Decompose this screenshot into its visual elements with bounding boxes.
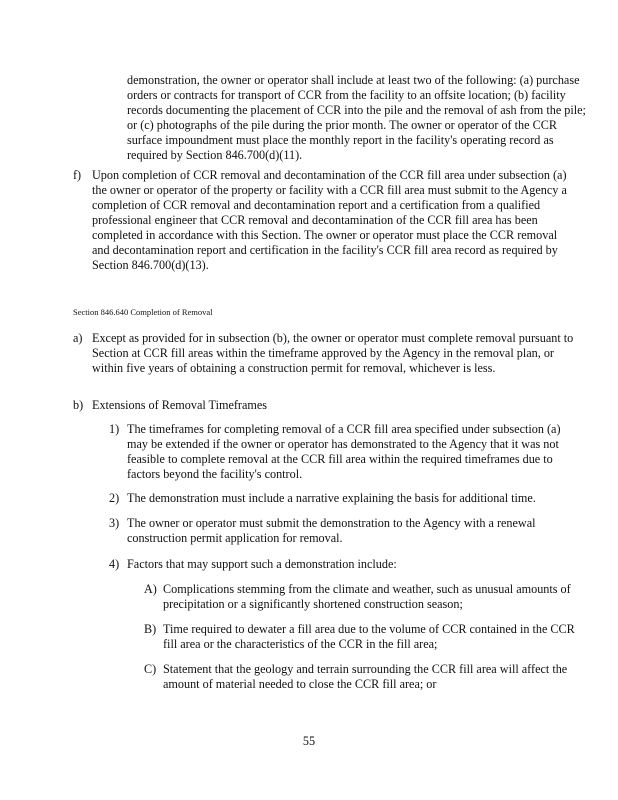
sub-1-text: The timeframes for completing removal of a CCR fill area specified under subsection (a) may be extended if the owner or operator has demonstrated to the Agency that it was not feasible to complete removal at the CCR fill area within the required timeframes due to factors beyond the facility's control. bbox=[127, 422, 561, 481]
sub-C-text: Statement that the geology and terrain surrounding the CCR fill area will affect the amount of material needed to close the CCR fill area; or bbox=[163, 662, 568, 691]
intro-paragraph: demonstration, the owner or operator shall include at least two of the following: (a) purchase orders or contracts for transport of CCR from the facility to an offsite location; (b) facility records documenting the placement of CCR into the pile and the removal of ash from the pile; or (c) photographs of the pile during the prior month. The owner or operator of the CCR surface impoundment must place the monthly report in the facility's operating record as required by Section 846.700(d)(11). bbox=[127, 73, 586, 162]
sub-3-text: The owner or operator must submit the demonstration to the Agency with a renewal construction permit application for removal. bbox=[127, 516, 536, 545]
sub-2-label: 2) bbox=[109, 491, 120, 505]
sub-4-text: Factors that may support such a demonstration include: bbox=[127, 557, 397, 571]
sub-1-label: 1) bbox=[109, 422, 120, 436]
item-f-label: f) bbox=[73, 168, 82, 182]
sub-B-label: B) bbox=[144, 622, 157, 636]
page-number: 55 bbox=[302, 734, 316, 748]
sub-3-label: 3) bbox=[109, 516, 120, 530]
item-a-label: a) bbox=[73, 331, 83, 345]
item-b-label: b) bbox=[73, 398, 84, 412]
sub-A-text: Complications stemming from the climate and weather, such as unusual amounts of precipitation or a significantly shortened construction season; bbox=[163, 582, 571, 611]
sub-4-label: 4) bbox=[109, 557, 120, 571]
sub-2-text: The demonstration must include a narrative explaining the basis for additional time. bbox=[127, 491, 536, 505]
sub-C-label: C) bbox=[144, 662, 157, 676]
item-a-text: Except as provided for in subsection (b), the owner or operator must complete removal pursuant to Section at CCR fill areas within the timeframe approved by the Agency in the removal plan, or within five years of obtaining a construction permit for removal, whichever is less. bbox=[92, 331, 574, 375]
sub-B-text: Time required to dewater a fill area due to the volume of CCR contained in the CCR fill area or the characteristics of the CCR in the fill area; bbox=[163, 622, 575, 651]
item-f-text: Upon completion of CCR removal and decontamination of the CCR fill area under subsection (a) the owner or operator of the property or facility with a CCR fill area must submit to the Agency a completion of CCR removal and decontamination report and a certification from a qualified professional engineer that CCR removal and decontamination of the CCR fill area has been completed in accordance with this Section. The owner or operator must place the CCR removal and decontamination report and certification in the facility's CCR fill area record as required by Section 846.700(d)(13). bbox=[92, 168, 567, 272]
item-b-text: Extensions of Removal Timeframes bbox=[92, 398, 268, 412]
sub-A-label: A) bbox=[144, 582, 157, 596]
section-heading: Section 846.640 Completion of Removal bbox=[73, 307, 213, 317]
